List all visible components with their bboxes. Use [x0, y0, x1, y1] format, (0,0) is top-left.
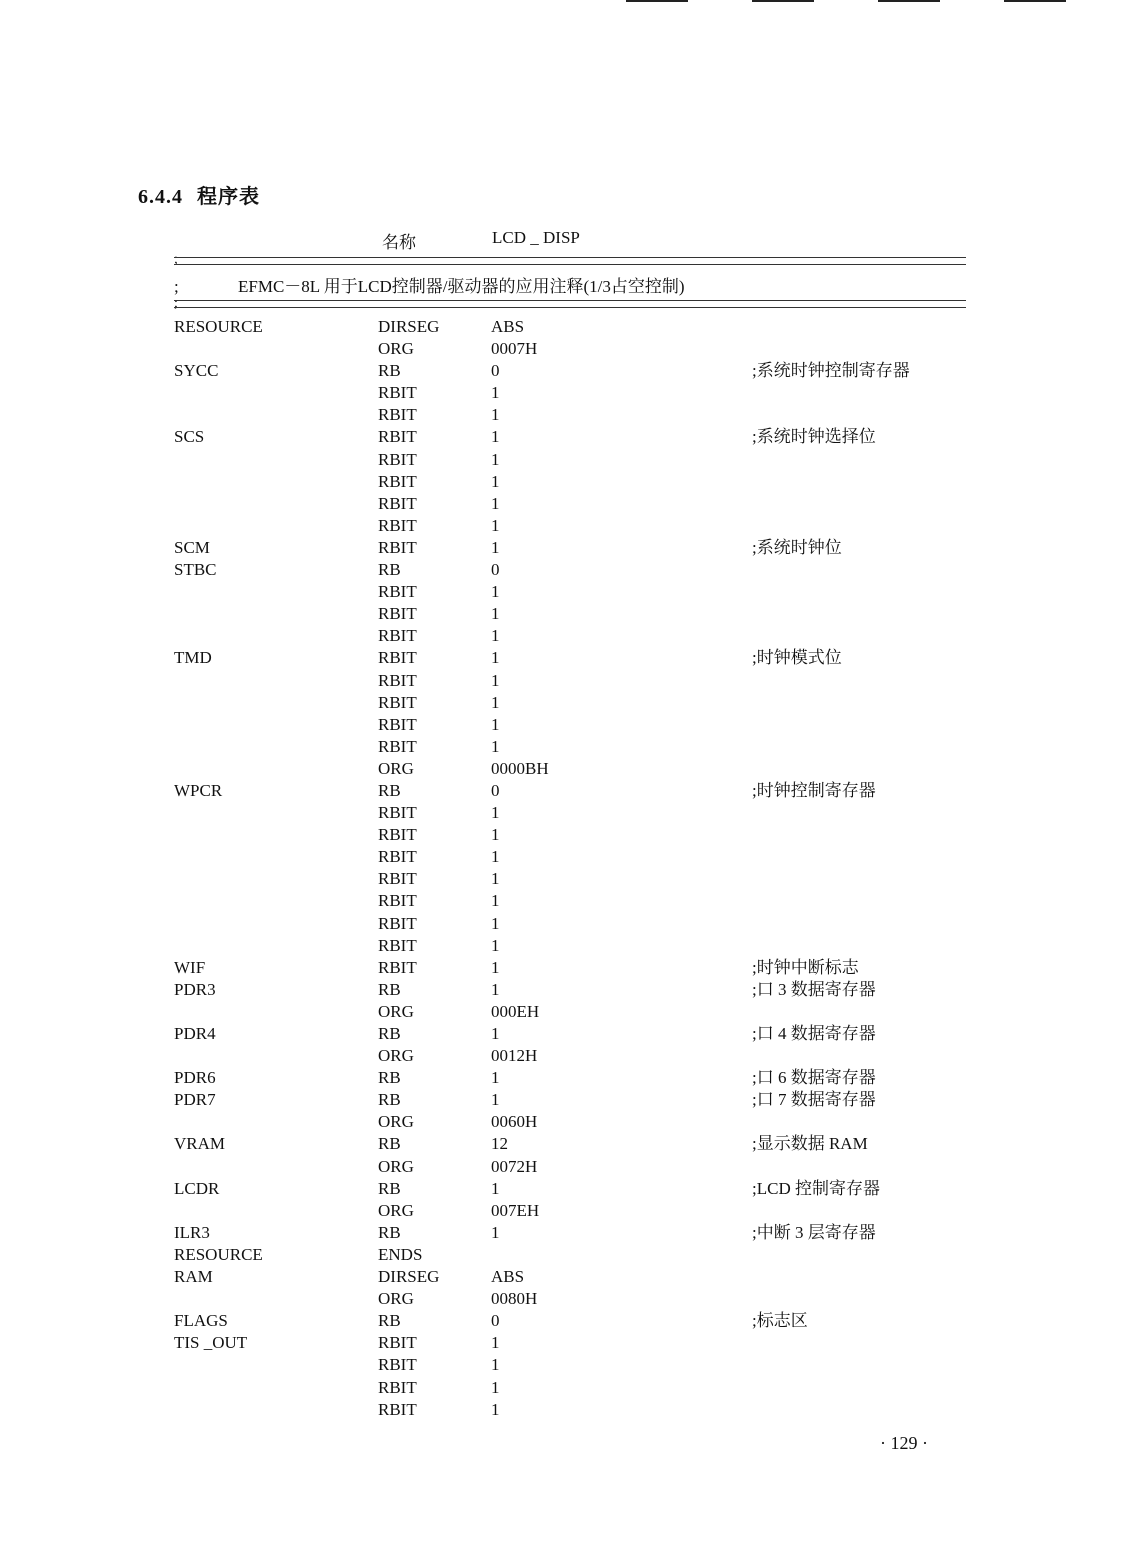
- code-comment: ;口 3 数据寄存器: [752, 979, 876, 999]
- scan-edge-mark: [626, 0, 688, 2]
- code-directive: ORG: [378, 1156, 414, 1176]
- code-comment: ;口 7 数据寄存器: [752, 1090, 876, 1110]
- code-operand: 0012H: [491, 1046, 538, 1066]
- double-separator: [174, 300, 966, 308]
- code-label: WIF: [174, 957, 206, 977]
- code-operand: 1: [491, 957, 500, 977]
- code-operand: 1: [491, 515, 500, 535]
- code-operand: 0007H: [491, 339, 538, 359]
- code-operand: 0: [491, 560, 500, 580]
- code-operand: 1: [491, 1068, 500, 1088]
- code-row: [0, 957, 1122, 979]
- code-label: LCDR: [174, 1178, 220, 1198]
- code-label: TMD: [174, 648, 212, 668]
- code-operand: 1: [491, 670, 500, 690]
- code-directive: RB: [378, 979, 401, 999]
- code-row: [0, 581, 1122, 603]
- code-label: VRAM: [174, 1134, 226, 1154]
- code-operand: 1: [491, 582, 500, 602]
- code-directive: RBIT: [378, 449, 417, 469]
- code-directive: RBIT: [378, 582, 417, 602]
- code-directive: ORG: [378, 1200, 414, 1220]
- code-directive: RB: [378, 780, 401, 800]
- code-label: SCS: [174, 427, 205, 447]
- code-comment: ;LCD 控制寄存器: [752, 1178, 880, 1198]
- code-row: [0, 979, 1122, 1001]
- code-operand: 1: [491, 537, 500, 557]
- code-directive: RBIT: [378, 1333, 417, 1353]
- code-row: [0, 1399, 1122, 1421]
- code-directive: RBIT: [378, 493, 417, 513]
- code-directive: RBIT: [378, 1377, 417, 1397]
- code-operand: 1: [491, 449, 500, 469]
- code-row: [0, 692, 1122, 714]
- code-directive: RBIT: [378, 515, 417, 535]
- code-row: [0, 1023, 1122, 1045]
- code-operand: 1: [491, 648, 500, 668]
- code-comment: ;显示数据 RAM: [752, 1134, 868, 1154]
- code-row: [0, 449, 1122, 471]
- code-row: [0, 1288, 1122, 1310]
- code-comment: ;时钟中断标志: [752, 957, 859, 977]
- code-row: [0, 1200, 1122, 1222]
- comment-text: EFMC－8L 用于LCD控制器/驱动器的应用注释(1/3占空控制): [238, 277, 685, 296]
- code-directive: RBIT: [378, 670, 417, 690]
- code-directive: ORG: [378, 1046, 414, 1066]
- header-comment: [174, 272, 685, 297]
- code-directive: RB: [378, 1090, 401, 1110]
- code-row: [0, 493, 1122, 515]
- code-label: TIS _OUT: [174, 1333, 248, 1353]
- code-row: [0, 1310, 1122, 1332]
- code-directive: RBIT: [378, 869, 417, 889]
- code-row: [0, 670, 1122, 692]
- code-operand: 0: [491, 361, 500, 381]
- code-label: PDR4: [174, 1024, 216, 1043]
- code-operand: 0080H: [491, 1289, 538, 1309]
- code-row: [0, 338, 1122, 360]
- code-directive: RBIT: [378, 692, 417, 712]
- code-operand: 1: [491, 427, 500, 447]
- separator-semicolon: ;: [174, 296, 178, 311]
- code-label: RAM: [174, 1267, 213, 1287]
- code-operand: 1: [491, 1355, 500, 1375]
- code-directive: RBIT: [378, 825, 417, 845]
- code-row: [0, 426, 1122, 448]
- code-directive: RBIT: [378, 847, 417, 867]
- program-name-value: LCD _ DISP: [492, 228, 580, 247]
- code-row: [0, 758, 1122, 780]
- section-title: 程序表: [197, 186, 260, 208]
- code-directive: RB: [378, 1222, 401, 1242]
- code-directive: RBIT: [378, 935, 417, 955]
- code-comment: ;时钟模式位: [752, 648, 842, 668]
- code-row: [0, 647, 1122, 669]
- code-operand: 1: [491, 626, 500, 646]
- code-directive: RBIT: [378, 803, 417, 823]
- code-operand: 1: [491, 979, 500, 999]
- code-operand: 1: [491, 869, 500, 889]
- code-operand: 0060H: [491, 1112, 538, 1132]
- scan-edge-mark: [752, 0, 814, 2]
- code-row: [0, 1222, 1122, 1244]
- code-label: ILR3: [174, 1222, 210, 1242]
- code-row: [0, 736, 1122, 758]
- double-separator: [174, 257, 966, 265]
- code-directive: RBIT: [378, 626, 417, 646]
- code-directive: RB: [378, 1134, 401, 1154]
- code-label: SCM: [174, 537, 210, 557]
- code-row: [0, 1111, 1122, 1133]
- code-directive: RBIT: [378, 957, 417, 977]
- code-row: [0, 1089, 1122, 1111]
- code-row: [0, 471, 1122, 493]
- code-comment: ;口 6 数据寄存器: [752, 1068, 876, 1088]
- code-operand: 1: [491, 692, 500, 712]
- code-row: [0, 913, 1122, 935]
- code-operand: 1: [491, 1377, 500, 1397]
- code-directive: ORG: [378, 1001, 414, 1021]
- code-label: PDR3: [174, 979, 216, 999]
- code-row: [0, 935, 1122, 957]
- code-row: [0, 780, 1122, 802]
- code-row: [0, 714, 1122, 736]
- code-directive: RBIT: [378, 913, 417, 933]
- code-row: [0, 1354, 1122, 1376]
- code-row: [0, 1332, 1122, 1354]
- code-directive: RBIT: [378, 648, 417, 668]
- code-directive: RB: [378, 1178, 401, 1198]
- code-operand: 0: [491, 780, 500, 800]
- code-row: [0, 1377, 1122, 1399]
- code-label: WPCR: [174, 780, 223, 800]
- code-row: [0, 603, 1122, 625]
- code-comment: ;口 4 数据寄存器: [752, 1024, 876, 1043]
- code-directive: RBIT: [378, 471, 417, 491]
- code-directive: RBIT: [378, 1399, 417, 1419]
- code-operand: 0000BH: [491, 758, 549, 778]
- code-row: [0, 1067, 1122, 1089]
- code-directive: ENDS: [378, 1244, 423, 1264]
- code-directive: RBIT: [378, 736, 417, 756]
- code-directive: RBIT: [378, 405, 417, 425]
- code-label: RESOURCE: [174, 317, 263, 336]
- code-directive: ORG: [378, 339, 414, 359]
- code-operand: 1: [491, 1399, 500, 1419]
- code-directive: ORG: [378, 758, 414, 778]
- code-comment: ;系统时钟控制寄存器: [752, 361, 910, 381]
- code-row: [0, 559, 1122, 581]
- code-row: [0, 1244, 1122, 1266]
- code-directive: ORG: [378, 1289, 414, 1309]
- code-operand: 0072H: [491, 1156, 538, 1176]
- code-row: [0, 868, 1122, 890]
- code-operand: 1: [491, 891, 500, 911]
- code-row: [0, 515, 1122, 537]
- code-operand: 1: [491, 1090, 500, 1110]
- code-label: PDR6: [174, 1068, 216, 1088]
- section-number: 6.4.4: [138, 186, 183, 208]
- code-label: PDR7: [174, 1090, 216, 1110]
- code-row: [0, 360, 1122, 382]
- code-directive: RBIT: [378, 714, 417, 734]
- program-name-label: 名称: [382, 233, 416, 252]
- code-row: [0, 846, 1122, 868]
- code-operand: ABS: [491, 317, 525, 336]
- code-row: [0, 1045, 1122, 1067]
- code-listing: [0, 316, 1122, 1421]
- code-comment: ;系统时钟选择位: [752, 427, 876, 447]
- code-operand: 1: [491, 803, 500, 823]
- code-operand: 1: [491, 935, 500, 955]
- code-row: [0, 1178, 1122, 1200]
- code-operand: 1: [491, 493, 500, 513]
- code-row: [0, 537, 1122, 559]
- page-number: · 129 ·: [880, 1433, 928, 1453]
- code-directive: RB: [378, 560, 401, 580]
- code-operand: 1: [491, 405, 500, 425]
- code-directive: RBIT: [378, 383, 417, 403]
- code-comment: ;系统时钟位: [752, 537, 842, 557]
- scan-edge-mark: [878, 0, 940, 2]
- code-directive: RB: [378, 1024, 401, 1043]
- code-operand: 1: [491, 1178, 500, 1198]
- code-directive: RBIT: [378, 537, 417, 557]
- code-operand: 007EH: [491, 1200, 540, 1220]
- code-row: [0, 824, 1122, 846]
- code-row: [0, 316, 1122, 338]
- code-comment: ;时钟控制寄存器: [752, 780, 876, 800]
- code-label: FLAGS: [174, 1311, 228, 1331]
- code-operand: ABS: [491, 1267, 525, 1287]
- code-directive: RB: [378, 1068, 401, 1088]
- code-row: [0, 1133, 1122, 1155]
- code-operand: 1: [491, 471, 500, 491]
- code-operand: 1: [491, 604, 500, 624]
- code-row: [0, 1156, 1122, 1178]
- code-row: [0, 1001, 1122, 1023]
- code-label: RESOURCE: [174, 1244, 263, 1264]
- code-directive: ORG: [378, 1112, 414, 1132]
- code-directive: RBIT: [378, 1355, 417, 1375]
- code-directive: RB: [378, 1311, 401, 1331]
- code-comment: ;中断 3 层寄存器: [752, 1222, 876, 1242]
- code-row: [0, 625, 1122, 647]
- separator-semicolon: ;: [174, 252, 178, 267]
- code-row: [0, 382, 1122, 404]
- code-operand: 1: [491, 913, 500, 933]
- code-directive: RBIT: [378, 427, 417, 447]
- scan-edge-mark: [1004, 0, 1066, 2]
- code-operand: 1: [491, 383, 500, 403]
- code-operand: 1: [491, 736, 500, 756]
- code-row: [0, 890, 1122, 912]
- code-directive: DIRSEG: [378, 1267, 440, 1287]
- code-directive: RBIT: [378, 891, 417, 911]
- code-operand: 000EH: [491, 1001, 540, 1021]
- code-operand: 1: [491, 1333, 500, 1353]
- code-operand: 0: [491, 1311, 500, 1331]
- code-operand: 1: [491, 825, 500, 845]
- comment-semicolon: ;: [174, 277, 179, 296]
- code-directive: DIRSEG: [378, 317, 440, 336]
- code-operand: 1: [491, 1222, 500, 1242]
- code-row: [0, 404, 1122, 426]
- code-directive: RB: [378, 361, 401, 381]
- code-label: SYCC: [174, 361, 219, 381]
- code-operand: 1: [491, 1024, 500, 1043]
- code-directive: RBIT: [378, 604, 417, 624]
- code-operand: 12: [491, 1134, 508, 1154]
- code-row: [0, 802, 1122, 824]
- code-operand: 1: [491, 847, 500, 867]
- code-label: STBC: [174, 560, 217, 580]
- code-comment: ;标志区: [752, 1311, 808, 1331]
- section-heading: [138, 180, 260, 209]
- code-row: [0, 1266, 1122, 1288]
- code-operand: 1: [491, 714, 500, 734]
